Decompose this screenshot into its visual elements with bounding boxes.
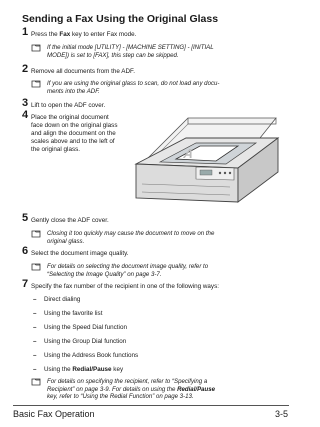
note-icon [31, 263, 41, 271]
step-number: 1 [22, 26, 29, 38]
page-title: Sending a Fax Using the Original Glass [22, 13, 219, 25]
step-text: Remove all documents from the ADF. [31, 68, 135, 75]
note-line: ments into the ADF. [47, 87, 100, 95]
redial-pause-key-label: Redial/Pause [72, 366, 112, 373]
footer-divider [13, 405, 289, 406]
step-number: 6 [22, 245, 29, 257]
step-text: Gently close the ADF cover. [31, 217, 109, 224]
method-label: Using the Redial/Pause key [44, 366, 124, 373]
step-number: 3 [22, 97, 29, 109]
page-number: 3-5 [274, 409, 288, 419]
note-icon [31, 378, 41, 386]
note-line: original glass. [47, 237, 85, 245]
method-label: Using the Address Book functions [44, 352, 139, 359]
note-line: key, refer to “Using the Redial Function” on page 3-13. [47, 393, 194, 401]
printer-illustration [126, 112, 284, 212]
note-line: MODE]) is set to [FAX], this step can be skipped. [47, 51, 179, 59]
step-number: 4 [22, 109, 29, 121]
fax-key-label: Fax [59, 31, 71, 38]
note-line: If the initial mode [UTILITY] - [MACHINE SETTING] - [INITIAL [47, 44, 214, 51]
step-6 [22, 245, 129, 258]
step-7 [22, 278, 219, 291]
method-label: Using the Group Dial function [44, 338, 127, 345]
footer-section-title: Basic Fax Operation [13, 409, 95, 419]
method-label: Direct dialing [44, 296, 81, 303]
redial-pause-key-label: Redial/Pause [177, 385, 216, 393]
step-text: Press the [31, 31, 60, 38]
note-line: For details on selecting the document image quality, refer to [47, 263, 209, 270]
step-number: 2 [22, 63, 29, 75]
note-icon [31, 230, 41, 238]
step-line: Place the original document [31, 114, 109, 121]
note-line: “Selecting the Image Quality” on page 3-7. [47, 270, 162, 278]
note-icon [31, 80, 41, 88]
step-number: 5 [22, 212, 29, 224]
step-text: Lift to open the ADF cover. [31, 102, 106, 109]
document-letter-a: A [181, 146, 197, 161]
step-line: scales above and to the left of [31, 138, 115, 145]
step-line: the original glass. [31, 146, 81, 153]
step-text: key to enter Fax mode. [70, 31, 137, 38]
method-label: Using the favorite list [44, 310, 103, 317]
note-line: Recipient” on page 3-9. For details on using the Redial/Pause [47, 385, 216, 393]
step-number: 7 [22, 278, 29, 290]
note-line: For details on specifying the recipient, refer to “Specifying a [47, 378, 208, 385]
step-text: Select the document image quality. [31, 250, 129, 257]
step-line: face down on the original glass [31, 122, 118, 129]
step-line: and align the document on the [31, 130, 116, 137]
note-line: If you are using the original glass to scan, do not load any docu- [47, 80, 220, 87]
step-text: Specify the fax number of the recipient in one of the following ways: [31, 283, 219, 290]
step-2 [22, 63, 135, 76]
step-4 [22, 109, 118, 154]
step-1 [22, 26, 137, 39]
method-label: Using the Speed Dial function [44, 324, 127, 331]
step-5 [22, 212, 109, 225]
step-3 [22, 97, 106, 110]
note-line: Closing it too quickly may cause the document to move on the [47, 230, 215, 237]
note-icon [31, 44, 41, 52]
